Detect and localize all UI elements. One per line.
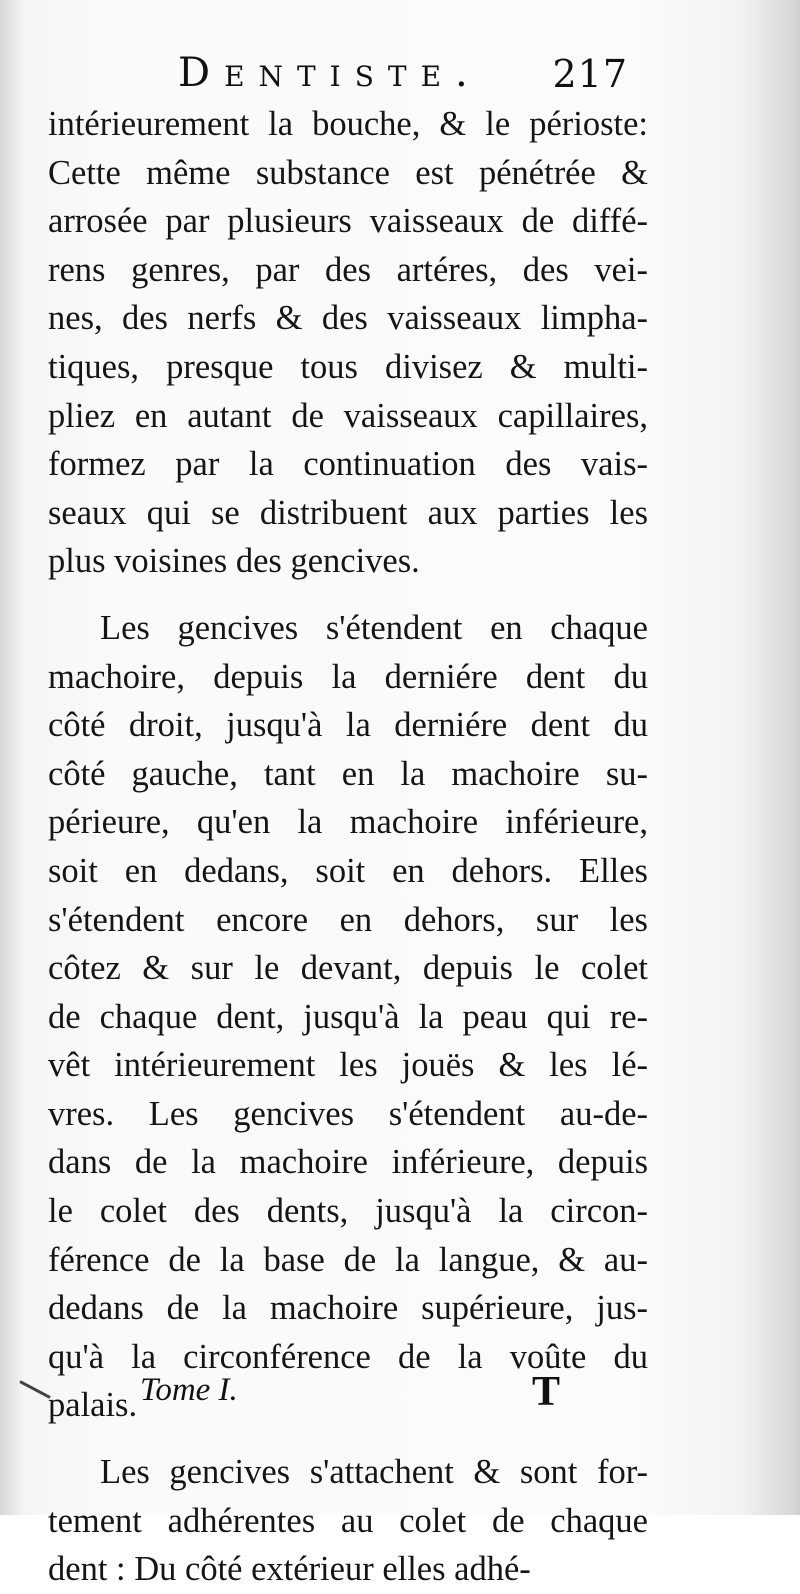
text-line: côtez & sur le devant, depuis le colet xyxy=(48,949,648,988)
paragraph-gap xyxy=(48,586,648,604)
text-line: Les gencives s'étendent en chaque xyxy=(100,608,648,647)
margin-stroke xyxy=(19,1380,50,1399)
text-line: arrosée par plusieurs vaisseaux de diffé- xyxy=(48,202,648,241)
text-line: côté droit, jusqu'à la derniére dent du xyxy=(48,706,648,745)
text-line: dent : Du côté extérieur elles adhé- xyxy=(48,1550,531,1589)
page-footer xyxy=(140,1369,560,1422)
page-number: 217 xyxy=(552,52,628,96)
text-line: rens genres, par des artéres, des vei- xyxy=(48,250,648,289)
text-line: vres. Les gencives s'étendent au-de- xyxy=(48,1094,648,1133)
text-line: dedans de la machoire supérieure, jus- xyxy=(48,1289,648,1328)
text-line: machoire, depuis la derniére dent du xyxy=(48,657,648,696)
text-line: plus voisines des gencives. xyxy=(48,542,420,581)
text-line: côté gauche, tant en la machoire su- xyxy=(48,754,648,793)
text-line: Les gencives s'attachent & sont for- xyxy=(100,1453,648,1492)
text-line: férence de la base de la langue, & au- xyxy=(48,1240,648,1279)
text-line: pliez en autant de vaisseaux capillaires, xyxy=(48,396,648,435)
text-line: tement adhérentes au colet de chaque xyxy=(48,1501,648,1540)
text-line: s'étendent encore en dehors, sur les xyxy=(48,900,648,939)
text-line: dans de la machoire inférieure, depuis xyxy=(48,1143,648,1182)
text-line: tiques, presque tous divisez & multi- xyxy=(48,347,648,386)
text-line: palais. xyxy=(48,1386,138,1425)
page-header xyxy=(178,50,628,106)
running-head: Dentiste. xyxy=(178,50,482,96)
text-line: qu'à la circonférence de la voûte du xyxy=(48,1337,648,1376)
paragraph-gap xyxy=(48,1430,648,1448)
text-line: Cette même substance est pénétrée & xyxy=(48,153,648,192)
text-line: de chaque dent, jusqu'à la peau qui re- xyxy=(48,997,648,1036)
paragraph xyxy=(48,100,648,586)
text-line: soit en dedans, soit en dehors. Elles xyxy=(48,851,648,890)
text-line: nes, des nerfs & des vaisseaux limpha- xyxy=(48,299,648,338)
text-line: le colet des dents, jusqu'à la circon- xyxy=(48,1192,648,1231)
text-line: formez par la continuation des vais- xyxy=(48,445,648,484)
volume-mark: Tome I. xyxy=(140,1372,238,1408)
paragraph xyxy=(48,1448,648,1594)
text-line: vêt intérieurement les jouës & les lé- xyxy=(48,1046,648,1085)
paragraph xyxy=(48,604,648,1430)
signature-mark: T xyxy=(531,1369,560,1415)
text-line: périeure, qu'en la machoire inférieure, xyxy=(48,803,648,842)
text-line: intérieurement la bouche, & le périoste: xyxy=(48,105,648,143)
text-line: seaux qui se distribuent aux parties les xyxy=(48,493,648,532)
gutter-shadow xyxy=(0,0,22,1515)
